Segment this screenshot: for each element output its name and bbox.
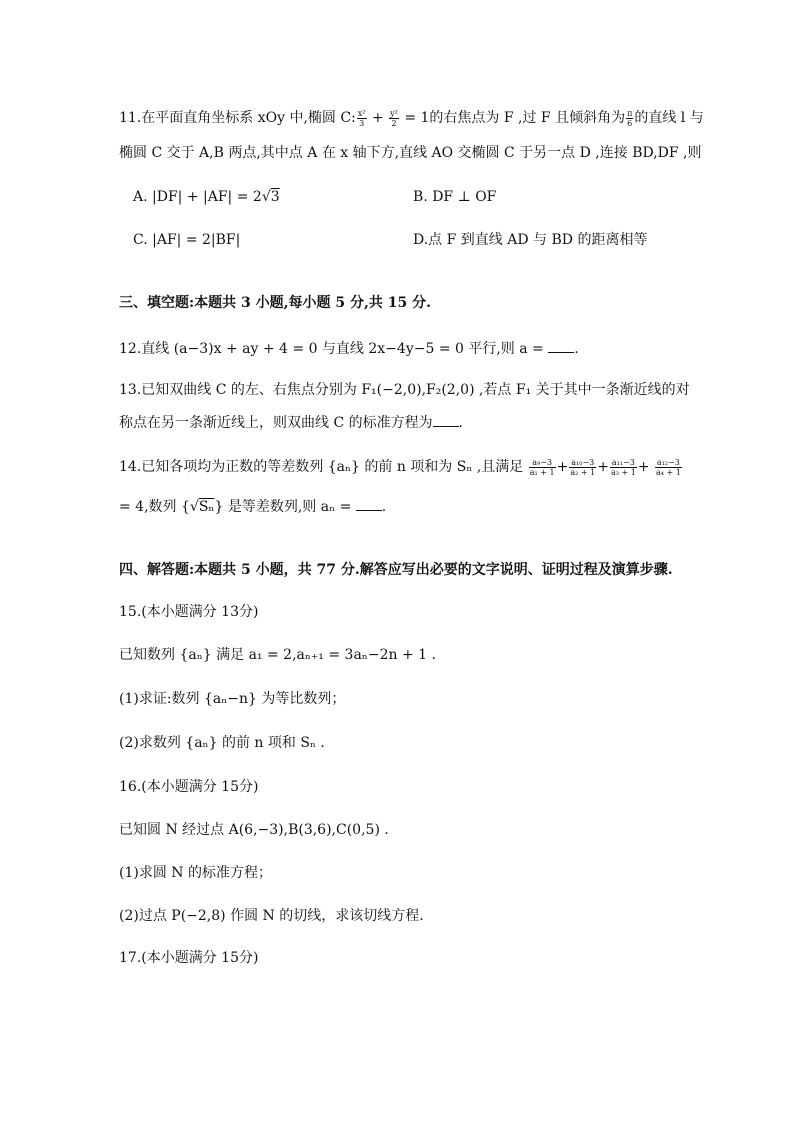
fraction-numerator: π (627, 108, 633, 118)
q13-line2 (119, 412, 463, 433)
fraction-numerator: a₁₀−3 (571, 457, 595, 467)
q14-fraction-1 (529, 458, 556, 477)
q13-period: . (458, 415, 464, 431)
section-3-heading: 三、填空题:本题共 3 小题,每小题 5 分,共 15 分. (119, 295, 431, 311)
plus-sign: + (597, 459, 609, 475)
fraction-denominator: 3 (359, 118, 365, 128)
fraction-denominator: 2 (391, 118, 397, 128)
q12-text: 12.直线 (a−3)x + ay + 4 = 0 与直线 2x−4y−5 = 0 平行,则 a = (119, 341, 549, 357)
option-a-radicand: 3 (270, 189, 280, 205)
q15-part-1: (1)求证:数列 {aₙ−n} 为等比数列； (119, 691, 346, 707)
fraction-numerator: a₁₁−3 (611, 457, 635, 467)
q11-fraction-pi-over-6 (626, 109, 633, 128)
q11-line1 (119, 108, 704, 128)
q14-line2 (119, 496, 386, 517)
q12 (119, 338, 579, 359)
q16-stem: 已知圆 N 经过点 A(6,−3),B(3,6),C(0,5) . (119, 822, 389, 838)
q14-fraction-3 (610, 458, 637, 477)
q13-text: 称点在另一条渐近线上，则双曲线 C 的标准方程为 (119, 415, 433, 431)
q12-period: . (574, 341, 579, 357)
q15-stem: 已知数列 {aₙ} 满足 a₁ = 2,aₙ₊₁ = 3aₙ−2n + 1 . (119, 647, 436, 663)
q13-line1: 13.已知双曲线 C 的左、右焦点分别为 F₁(−2,0),F₂(2,0) ,若点 F₁ 关于其中一条渐近线的对 (119, 382, 690, 398)
q11-line2: 椭圆 C 交于 A,B 两点,其中点 A 在 x 轴下方,直线 AO 交椭圆 C 于另一点 D ,连接 BD,DF ,则 (119, 145, 702, 161)
fraction-numerator: y² (390, 108, 398, 118)
answer-blank (356, 496, 382, 511)
plus-sign: + (637, 459, 650, 475)
q11-option-a (133, 187, 280, 207)
q14-radicand: Sₙ (198, 499, 215, 515)
q16-part-2: (2)过点 P(−2,8) 作圆 N 的切线，求该切线方程. (119, 908, 424, 924)
q16-title: 16.(本小题满分 15分) (119, 779, 259, 795)
q14-line1 (119, 457, 683, 477)
q11-option-b: B. DF ⊥ OF (413, 189, 497, 205)
sqrt-icon: √ (189, 499, 199, 515)
answer-blank (433, 412, 459, 427)
answer-blank (548, 338, 574, 353)
fraction-denominator: a₁ + 1 (529, 467, 555, 477)
q11-option-c: C. |AF| = 2|BF| (133, 232, 241, 248)
q14-fraction-2 (569, 458, 596, 477)
q14-text: 14.已知各项均为正数的等差数列 {aₙ} 的前 n 项和为 Sₙ ,且满足 (119, 459, 524, 475)
sqrt-icon: √ (261, 189, 271, 205)
q11-option-d: D.点 F 到直线 AD 与 BD 的距离相等 (413, 232, 648, 248)
q11-line1-text-a: 11.在平面直角坐标系 xOy 中,椭圆 C: (119, 110, 356, 126)
q15-title: 15.(本小题满分 13分) (119, 604, 259, 620)
q16-part-1: (1)求圆 N 的标准方程； (119, 865, 272, 881)
q14-period: . (381, 499, 387, 515)
plus-sign: + (556, 459, 569, 475)
q11-fraction-x2-over-3 (357, 109, 367, 128)
option-a-text: A. |DF| + |AF| = 2 (133, 189, 262, 205)
section-4-heading: 四、解答题:本题共 5 小题，共 77 分.解答应写出必要的文字说明、证明过程及演算步骤. (119, 562, 673, 578)
fraction-numerator: x² (357, 108, 366, 118)
fraction-denominator: a₃ + 1 (610, 467, 636, 477)
q14-line2-text-b: } 是等差数列,则 aₙ = (214, 499, 356, 515)
q11-line1-text-b: = 1的右焦点为 F ,过 F 且倾斜角为 (399, 110, 626, 126)
fraction-denominator: a₄ + 1 (655, 467, 681, 477)
fraction-denominator: a₂ + 1 (570, 467, 596, 477)
fraction-denominator: 6 (627, 118, 633, 128)
q14-fraction-4 (655, 458, 682, 477)
q15-part-2: (2)求数列 {aₙ} 的前 n 项和 Sₙ . (119, 735, 325, 751)
q17-title: 17.(本小题满分 15分) (119, 950, 259, 966)
plus-sign: + (367, 110, 389, 126)
fraction-numerator: a₁₂−3 (656, 457, 680, 467)
fraction-numerator: a₉−3 (529, 458, 556, 468)
q11-line1-text-c: 的直线 l 与 (634, 110, 704, 126)
q14-line2-text-a: = 4,数列 { (119, 499, 190, 515)
q11-fraction-y2-over-2 (389, 109, 399, 128)
